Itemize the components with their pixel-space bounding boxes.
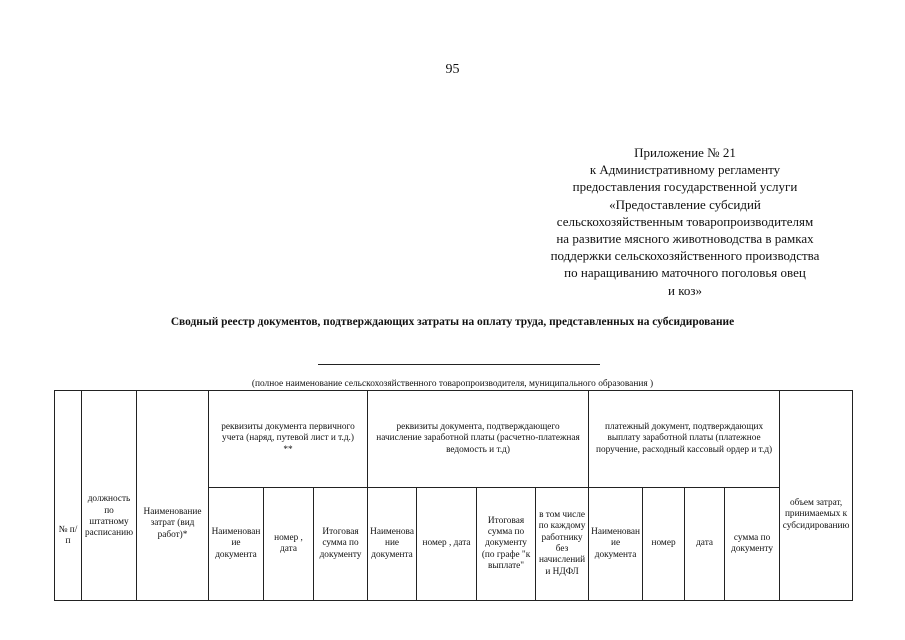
subheader-payment-date: дата [685, 488, 725, 601]
subheader-payment-number: номер [643, 488, 685, 601]
appendix-line: предоставления государственной услуги [572, 179, 798, 195]
appendix-line: поддержки сельскохозяйственного производства [550, 248, 820, 264]
registry-table [54, 390, 853, 601]
appendix-line: Приложение № 21 [634, 145, 736, 160]
appendix-line: к Административному регламенту [589, 162, 781, 178]
fill-in-caption: (полное наименование сельскохозяйственного товаропроизводителя, муниципального образования ) [251, 379, 654, 389]
appendix-line: на развитие мясного животноводства в рамках [556, 231, 814, 247]
appendix-line: сельскохозяйственным товаропроизводителям [556, 213, 814, 229]
appendix-line: и коз» [668, 282, 702, 298]
header-position: должность по штатному расписанию [82, 391, 137, 601]
header-accrual-document: реквизиты документа, подтверждающего начисление заработной платы (расчетно-платежная ведомость и т.д) [368, 391, 589, 488]
subheader-primary-total: Итоговая сумма по документу [314, 488, 368, 601]
page-number: 95 [445, 62, 460, 77]
header-cost-name: Наименование затрат (вид работ)* [137, 391, 209, 601]
document-title: Сводный реестр документов, подтверждающих затраты на оплату труда, представленных на субсидирование [170, 316, 735, 328]
appendix-line: «Предоставление субсидий [609, 196, 761, 212]
fill-in-line [318, 364, 600, 365]
subheader-accrual-per-worker: в том числе по каждому работнику без начислений и НДФЛ [536, 488, 589, 601]
subheader-accrual-number-date: номер , дата [417, 488, 477, 601]
subheader-accrual-total: Итоговая сумма по документу (по графе "к выплате" [477, 488, 536, 601]
appendix-line: по наращиванию маточного поголовья овец [564, 265, 806, 281]
header-num: № п/п [55, 391, 82, 601]
subheader-primary-number-date: номер , дата [264, 488, 314, 601]
subheader-payment-sum: сумма по документу [725, 488, 780, 601]
header-payment-document: платежный документ, подтверждающих выплату заработной платы (платежное поручение, расходный кассовый ордер и т.д) [589, 391, 780, 488]
appendix-block [500, 144, 870, 299]
header-accepted-volume: объем затрат, принимаемых к субсидированию [780, 391, 853, 601]
subheader-payment-doc-name: Наименование документа [589, 488, 643, 601]
header-primary-document: реквизиты документа первичного учета (наряд, путевой лист и т.д.) ** [209, 391, 368, 488]
subheader-accrual-doc-name: Наименование документа [368, 488, 417, 601]
subheader-primary-doc-name: Наименование документа [209, 488, 264, 601]
